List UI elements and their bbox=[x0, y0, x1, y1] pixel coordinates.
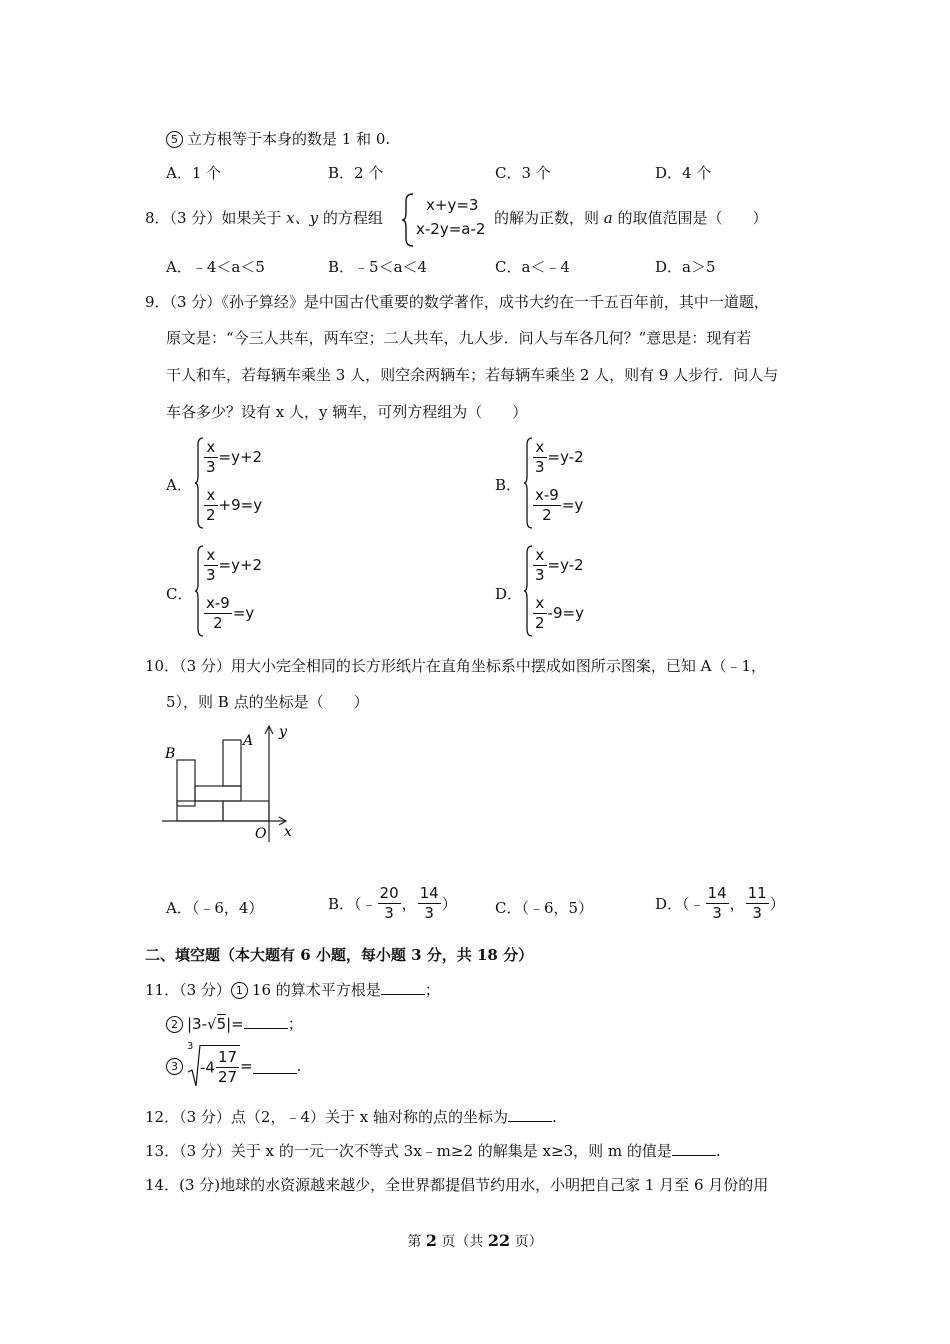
q11-line-3: 3 3 -4 $\frac{17}{27}$ = . bbox=[166, 1044, 301, 1090]
q9-b-eq2: $\frac{x-9}{2}$ =y bbox=[535, 486, 584, 524]
circle-number-2: 2 bbox=[166, 1016, 183, 1033]
section-2-title: 二、填空题（本大题有 6 小题，每小题 3 分，共 18 分） bbox=[145, 946, 534, 964]
circle-number-3: 3 bbox=[166, 1058, 183, 1075]
q12: 12．（3 分）点（2，﹣4）关于 x 轴对称的点的坐标为 . bbox=[145, 1108, 557, 1126]
answer-blank bbox=[381, 980, 425, 995]
circle-number-1: 1 bbox=[231, 982, 248, 999]
q8-brace-icon bbox=[401, 193, 415, 247]
circle-number-5: 5 bbox=[166, 131, 183, 148]
q11-line-1: 11．（3 分） 1 16 的算术平方根是 ； bbox=[145, 981, 440, 999]
q9-option-a-label: A． bbox=[166, 476, 192, 494]
q7-option-c: C．3 个 bbox=[495, 164, 551, 182]
q9-option-d-label: D． bbox=[495, 585, 523, 603]
q9-line-2: 原文是：“今三人共车，两车空；二人共车，九人步．问人与车各几何？”意思是：现有若 bbox=[166, 329, 752, 347]
q8-option-b: B．﹣5＜a＜4 bbox=[328, 258, 428, 276]
q14-line-1: 14．(3 分)地球的水资源越来越少，全世界都提倡节约用水，小明把自己家 1 月至 6 月份的用 bbox=[145, 1176, 769, 1194]
q10-line-2: 5），则 B 点的坐标是（ ） bbox=[166, 693, 369, 711]
q13: 13．（3 分）关于 x 的一元一次不等式 3x﹣m≥2 的解集是 x≥3，则 m 的值是 . bbox=[145, 1142, 721, 1160]
q8-stem: 8．（3 分）如果关于 x、y 的方程组 bbox=[145, 209, 383, 227]
q9-line-4: 车各多少？设有 x 人，y 辆车，可列方程组为（ ） bbox=[166, 403, 528, 421]
q9-c-eq2: $\frac{x-9}{2}$ =y bbox=[206, 594, 255, 632]
q10-line-1: 10．（3 分）用大小完全相同的长方形纸片在直角坐标系中摆成如图所示图案，已知 A（﹣1， bbox=[145, 657, 767, 675]
page-footer: 第 2 页（共 22 页） bbox=[407, 1231, 543, 1250]
q8-equation-system bbox=[416, 193, 485, 241]
q9-line-1: 9．（3 分）《孙子算经》是中国古代重要的数学著作，成书大约在一千五百年前，其中一道题， bbox=[145, 293, 769, 311]
q9-d-eq1: $\frac{x}{3}$ =y-2 bbox=[535, 546, 584, 584]
q9-option-b-label: B． bbox=[495, 476, 522, 494]
rect-a-column bbox=[223, 740, 241, 786]
x-axis-label: x bbox=[284, 824, 292, 840]
q10-figure bbox=[160, 722, 300, 846]
q11-line-2: 2 |3-√5|= ； bbox=[166, 1013, 303, 1034]
q9-b-eq1: $\frac{x}{3}$ =y-2 bbox=[535, 438, 584, 476]
q7-option-d: D．4 个 bbox=[655, 164, 712, 182]
q8-option-a: A．﹣4＜a＜5 bbox=[166, 258, 265, 276]
q10-option-c: C．（﹣6，5） bbox=[495, 899, 594, 917]
answer-blank bbox=[672, 1141, 716, 1156]
point-a-label: A bbox=[243, 733, 254, 749]
q10-option-a: A．（﹣6，4） bbox=[166, 899, 264, 917]
q10-option-d: D．（﹣ $\frac{14}{3}$ ， $\frac{11}{3}$ ） bbox=[655, 884, 785, 922]
q9-line-3: 干人和车，若每辆车乘坐 3 人，则空余两辆车；若每辆车乘坐 2 人，则有 9 人步行．问人与 bbox=[166, 366, 779, 384]
q9-d-eq2: $\frac{x}{2}$ -9=y bbox=[535, 594, 584, 632]
q8-stem-end: 的解为正数，则 a 的取值范围是（ ） bbox=[494, 209, 768, 227]
answer-blank bbox=[508, 1107, 552, 1122]
point-b-label: B bbox=[165, 746, 176, 762]
rect-middle-top bbox=[195, 786, 241, 801]
rect-bottom-right bbox=[223, 801, 269, 821]
q8-option-d: D．a＞5 bbox=[655, 258, 716, 276]
q8-eq2: x-2y=a-2 bbox=[416, 220, 486, 238]
answer-blank bbox=[253, 1059, 297, 1074]
y-axis-label: y bbox=[279, 724, 287, 740]
origin-label: O bbox=[255, 826, 267, 842]
answer-blank bbox=[244, 1014, 288, 1029]
q8-eq1: x+y=3 bbox=[426, 196, 479, 214]
q8-option-c: C．a＜﹣4 bbox=[495, 258, 570, 276]
q9-c-eq1: $\frac{x}{3}$ =y+2 bbox=[206, 546, 263, 584]
q7-option-b: B．2 个 bbox=[328, 164, 384, 182]
q9-option-c-label: C． bbox=[166, 585, 193, 603]
rect-bottom-left bbox=[177, 801, 223, 821]
q9-a-eq1: $\frac{x}{3}$ =y+2 bbox=[206, 438, 263, 476]
q9-a-eq2: $\frac{x}{2}$ +9=y bbox=[206, 486, 263, 524]
q10-option-b: B．（﹣ $\frac{20}{3}$ ， $\frac{14}{3}$ ） bbox=[328, 884, 457, 922]
rect-b-column bbox=[177, 760, 195, 806]
q7-item5: 5 立方根等于本身的数是 1 和 0. bbox=[166, 128, 390, 149]
q7-option-a: A．1 个 bbox=[166, 164, 222, 182]
sqrt-icon: √ bbox=[207, 1015, 217, 1033]
